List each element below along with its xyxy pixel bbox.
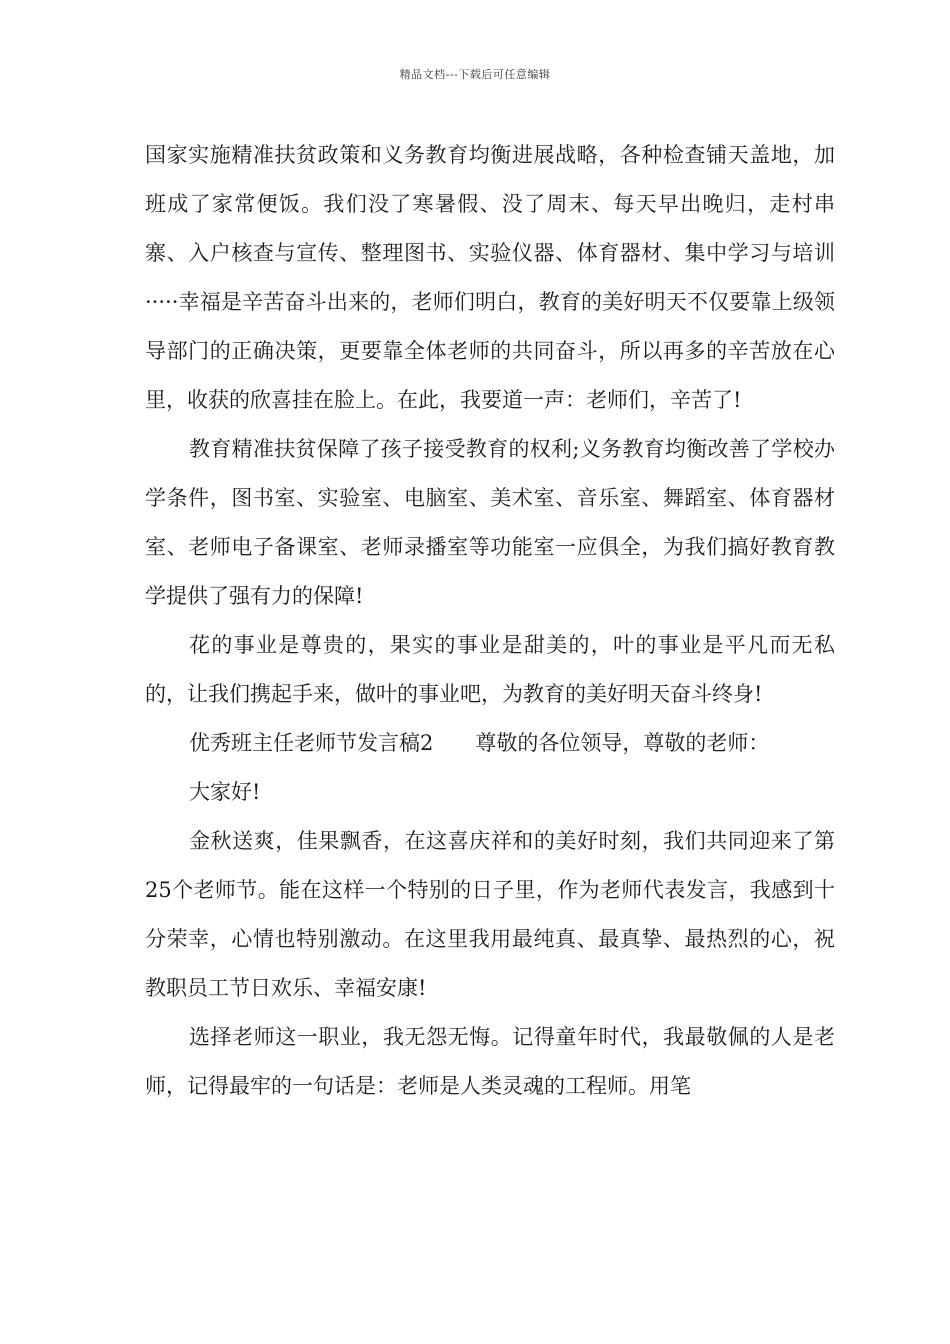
paragraph-5: 选择老师这一职业，我无怨无悔。记得童年时代，我最敬佩的人是老师，记得最牢的一句话是：老师是人类灵魂的工程师。用笔 bbox=[145, 1025, 835, 1098]
page-header: 精品文档---下载后可任意编辑 bbox=[399, 68, 551, 81]
paragraph-3: 花的事业是尊贵的，果实的事业是甜美的，叶的事业是平凡而无私的，让我们携起手来，做叶的事业吧，为教育的美好明天奋斗终身! bbox=[145, 633, 835, 706]
paragraph-2: 教育精准扶贫保障了孩子接受教育的权利;义务教育均衡改善了学校办学条件，图书室、实验室、电脑室、美术室、音乐室、舞蹈室、体育器材室、老师电子备课室、老师录播室等功能室一应俱全，为我们搞好教育教学提供了强有力的保障! bbox=[145, 437, 835, 608]
speech-title-line: 优秀班主任老师节发言稿2 尊敬的各位领导，尊敬的老师： bbox=[189, 731, 770, 755]
document-body bbox=[145, 131, 835, 1111]
paragraph-1: 国家实施精准扶贫政策和义务教育均衡进展战略，各种检查铺天盖地，加班成了家常便饭。我们没了寒暑假、没了周末、每天早出晚归，走村串寨、入户核查与宣传、整理图书、实验仪器、体育器材、集中学习与培训·····幸福是辛苦奋斗出来的，老师们明白，教育的美好明天不仅要靠上级领导部门的正确决策，更要靠全体老师的共同奋斗，所以再多的辛苦放在心里，收获的欣喜挂在脸上。在此，我要道一声：老师们，辛苦了! bbox=[145, 143, 835, 412]
paragraph-4: 金秋送爽，佳果飘香，在这喜庆祥和的美好时刻，我们共同迎来了第25个老师节。能在这样一个特别的日子里，作为老师代表发言，我感到十分荣幸，心情也特别激动。在这里我用最纯真、最真挚、最热烈的心，祝教职员工节日欢乐、幸福安康! bbox=[145, 829, 835, 1000]
greeting: 大家好! bbox=[189, 780, 261, 804]
